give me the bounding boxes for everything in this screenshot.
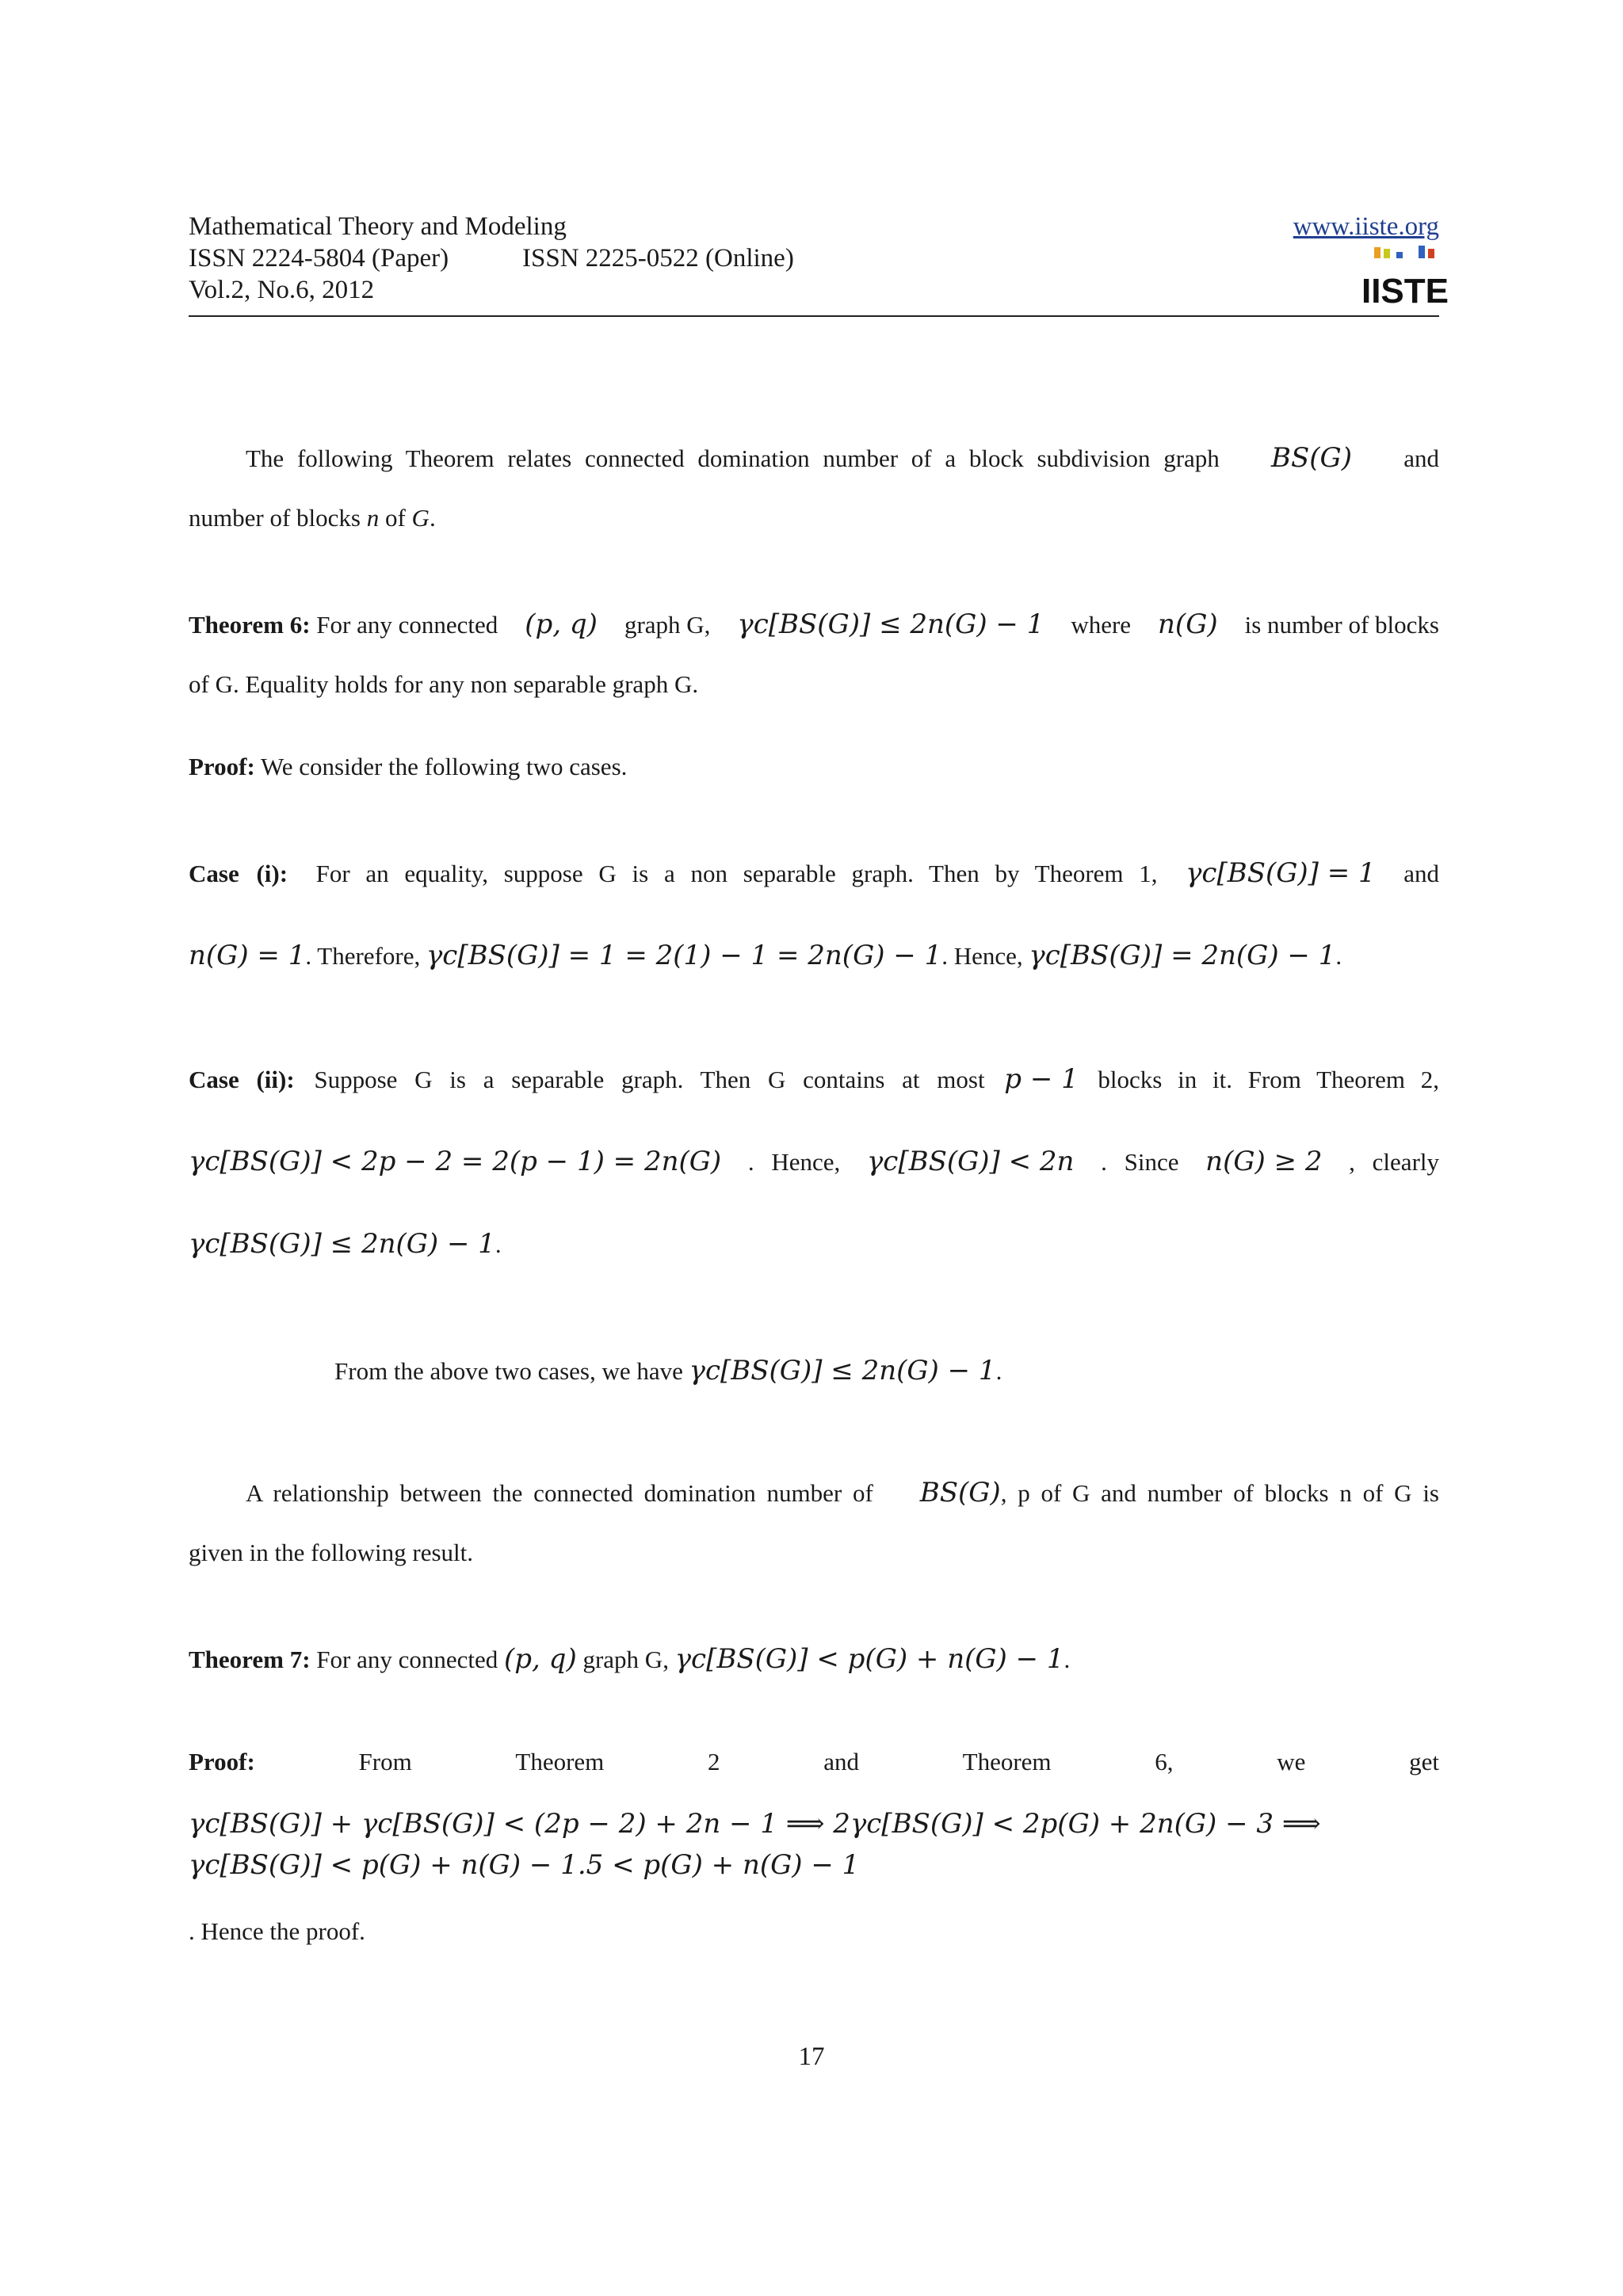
- page-number: 17: [798, 2042, 825, 2071]
- intro1-tail: and: [1403, 444, 1439, 472]
- theorem6-pq: (p, q): [525, 608, 598, 640]
- intro-paragraph-1: [246, 442, 1439, 474]
- theorem6-line2: of G. Equality holds for any non separable graph G.: [189, 670, 699, 698]
- case1-line2: n(G) = 1. Therefore, γc[BS(G)] = 1 = 2(1) − 1 = 2n(G) − 1. Hence, γc[BS(G)] = 2n(G) − 1.: [189, 940, 1342, 971]
- intro1-math: BS(G): [1271, 442, 1352, 474]
- intro-paragraph-2: A relationship between the connected domination number of BS(G), p of G and number of blocks n of G is: [246, 1477, 1439, 1508]
- proof7-formula-line1: γc[BS(G)] + γc[BS(G)] < (2p − 2) + 2n − 1 ⟹ 2γc[BS(G)] < 2p(G) + 2n(G) − 3 ⟹: [189, 1808, 1321, 1840]
- volume-info: Vol.2, No.6, 2012: [189, 276, 375, 304]
- intro1-line2: number of blocks n of G.: [189, 504, 436, 532]
- website-link[interactable]: www.iiste.org: [1293, 212, 1439, 241]
- issn-online: ISSN 2225-0522 (Online): [522, 244, 794, 273]
- theorem6: Theorem 6: For any connected (p, q) graph G, γc[BS(G)] ≤ 2n(G) − 1 where n(G) is number of blocks: [189, 608, 1439, 640]
- issn-paper: ISSN 2224-5804 (Paper): [189, 244, 449, 273]
- proof7-end: . Hence the proof.: [189, 1917, 365, 1945]
- case1-label: Case (i):: [189, 860, 288, 887]
- case2-line2: γc[BS(G)] < 2p − 2 = 2(p − 1) = 2n(G) . Hence, γc[BS(G)] < 2n . Since n(G) ≥ 2 , clearly: [189, 1146, 1439, 1177]
- journal-title: Mathematical Theory and Modeling: [189, 212, 567, 241]
- case2-label: Case (ii):: [189, 1066, 295, 1093]
- iiste-logo: [1361, 242, 1449, 311]
- logo-text: IISTE: [1361, 272, 1449, 311]
- intro1-text: The following Theorem relates connected domination number of a block subdivision graph: [246, 444, 1220, 472]
- case2-line1: Case (ii): Suppose G is a separable graph. Then G contains at most p − 1 blocks in it. From Theorem 2,: [189, 1063, 1439, 1095]
- theorem6-label: Theorem 6:: [189, 611, 311, 639]
- proof7-formula-line2: γc[BS(G)] < p(G) + n(G) − 1.5 < p(G) + n(G) − 1: [189, 1849, 860, 1881]
- theorem7-label: Theorem 7:: [189, 1646, 311, 1673]
- theorem7: Theorem 7: For any connected (p, q) graph G, γc[BS(G)] < p(G) + n(G) − 1.: [189, 1643, 1071, 1675]
- proof6: Proof: We consider the following two cases.: [189, 753, 628, 780]
- case1-line1: Case (i): For an equality, suppose G is a non separable graph. Then by Theorem 1, γc[BS(G)] = 1 and: [189, 857, 1439, 889]
- proof7-line1: Proof: From Theorem 2 and Theorem 6, we get: [189, 1748, 1439, 1775]
- theorem6-formula: γc[BS(G)] ≤ 2n(G) − 1: [737, 608, 1044, 640]
- conclusion6: From the above two cases, we have γc[BS(G)] ≤ 2n(G) − 1.: [334, 1355, 1002, 1386]
- intro2-line2: given in the following result.: [189, 1539, 474, 1566]
- page-header: [189, 211, 1449, 317]
- case2-line3: γc[BS(G)] ≤ 2n(G) − 1.: [189, 1228, 502, 1260]
